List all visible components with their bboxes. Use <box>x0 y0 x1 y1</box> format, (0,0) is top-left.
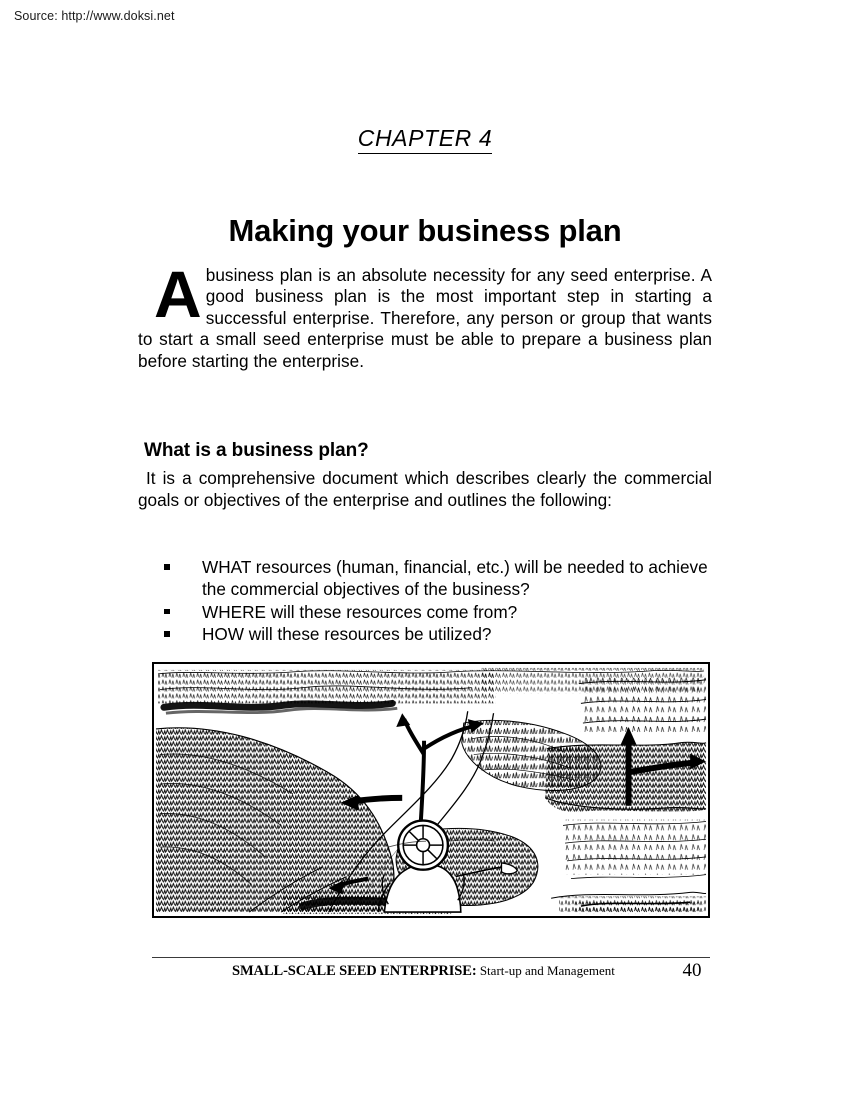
square-bullet-icon <box>164 609 170 615</box>
list-item <box>160 556 716 601</box>
list-item <box>160 623 716 645</box>
page-number: 40 <box>682 960 702 981</box>
footer-title <box>232 963 615 980</box>
chapter-label-text: CHAPTER 4 <box>358 125 492 154</box>
source-url-label: Source: http://www.doksi.net <box>14 9 175 23</box>
drop-cap: A <box>154 257 202 331</box>
list-item-text: WHERE will these resources come from? <box>202 601 518 622</box>
list-item-text: HOW will these resources be utilized? <box>202 624 492 645</box>
illustration-figure <box>152 662 710 918</box>
lead-paragraph <box>138 257 712 372</box>
list-item-text: WHAT resources (human, financial, etc.) will be needed to achieve the commercial objectives of the business? <box>202 557 708 600</box>
list-item <box>160 601 716 623</box>
section-heading: What is a business plan? <box>144 439 369 461</box>
lead-paragraph-block <box>138 257 712 372</box>
lead-paragraph-text: business plan is an absolute necessity for any seed enterprise. A good business plan is the most important step in starting a successful enterprise. Therefore, any person or group that wants to start a small seed enterprise must be able to prepare a business plan before starting the enterprise. <box>138 265 712 371</box>
square-bullet-icon <box>164 564 170 570</box>
square-bullet-icon <box>164 631 170 637</box>
page-title: Making your business plan <box>228 212 622 248</box>
chapter-label <box>0 125 850 152</box>
footer-rule <box>152 957 710 958</box>
section-paragraph: It is a comprehensive document which describes clearly the commercial goals or objectives of the enterprise and outlines the following: <box>138 468 712 510</box>
footer-title-rest: Start-up and Management <box>476 963 615 978</box>
bullet-list <box>160 556 716 646</box>
footer-title-bold: SMALL-SCALE SEED ENTERPRISE: <box>232 963 477 979</box>
landscape-crossroads-drawing <box>154 664 708 916</box>
